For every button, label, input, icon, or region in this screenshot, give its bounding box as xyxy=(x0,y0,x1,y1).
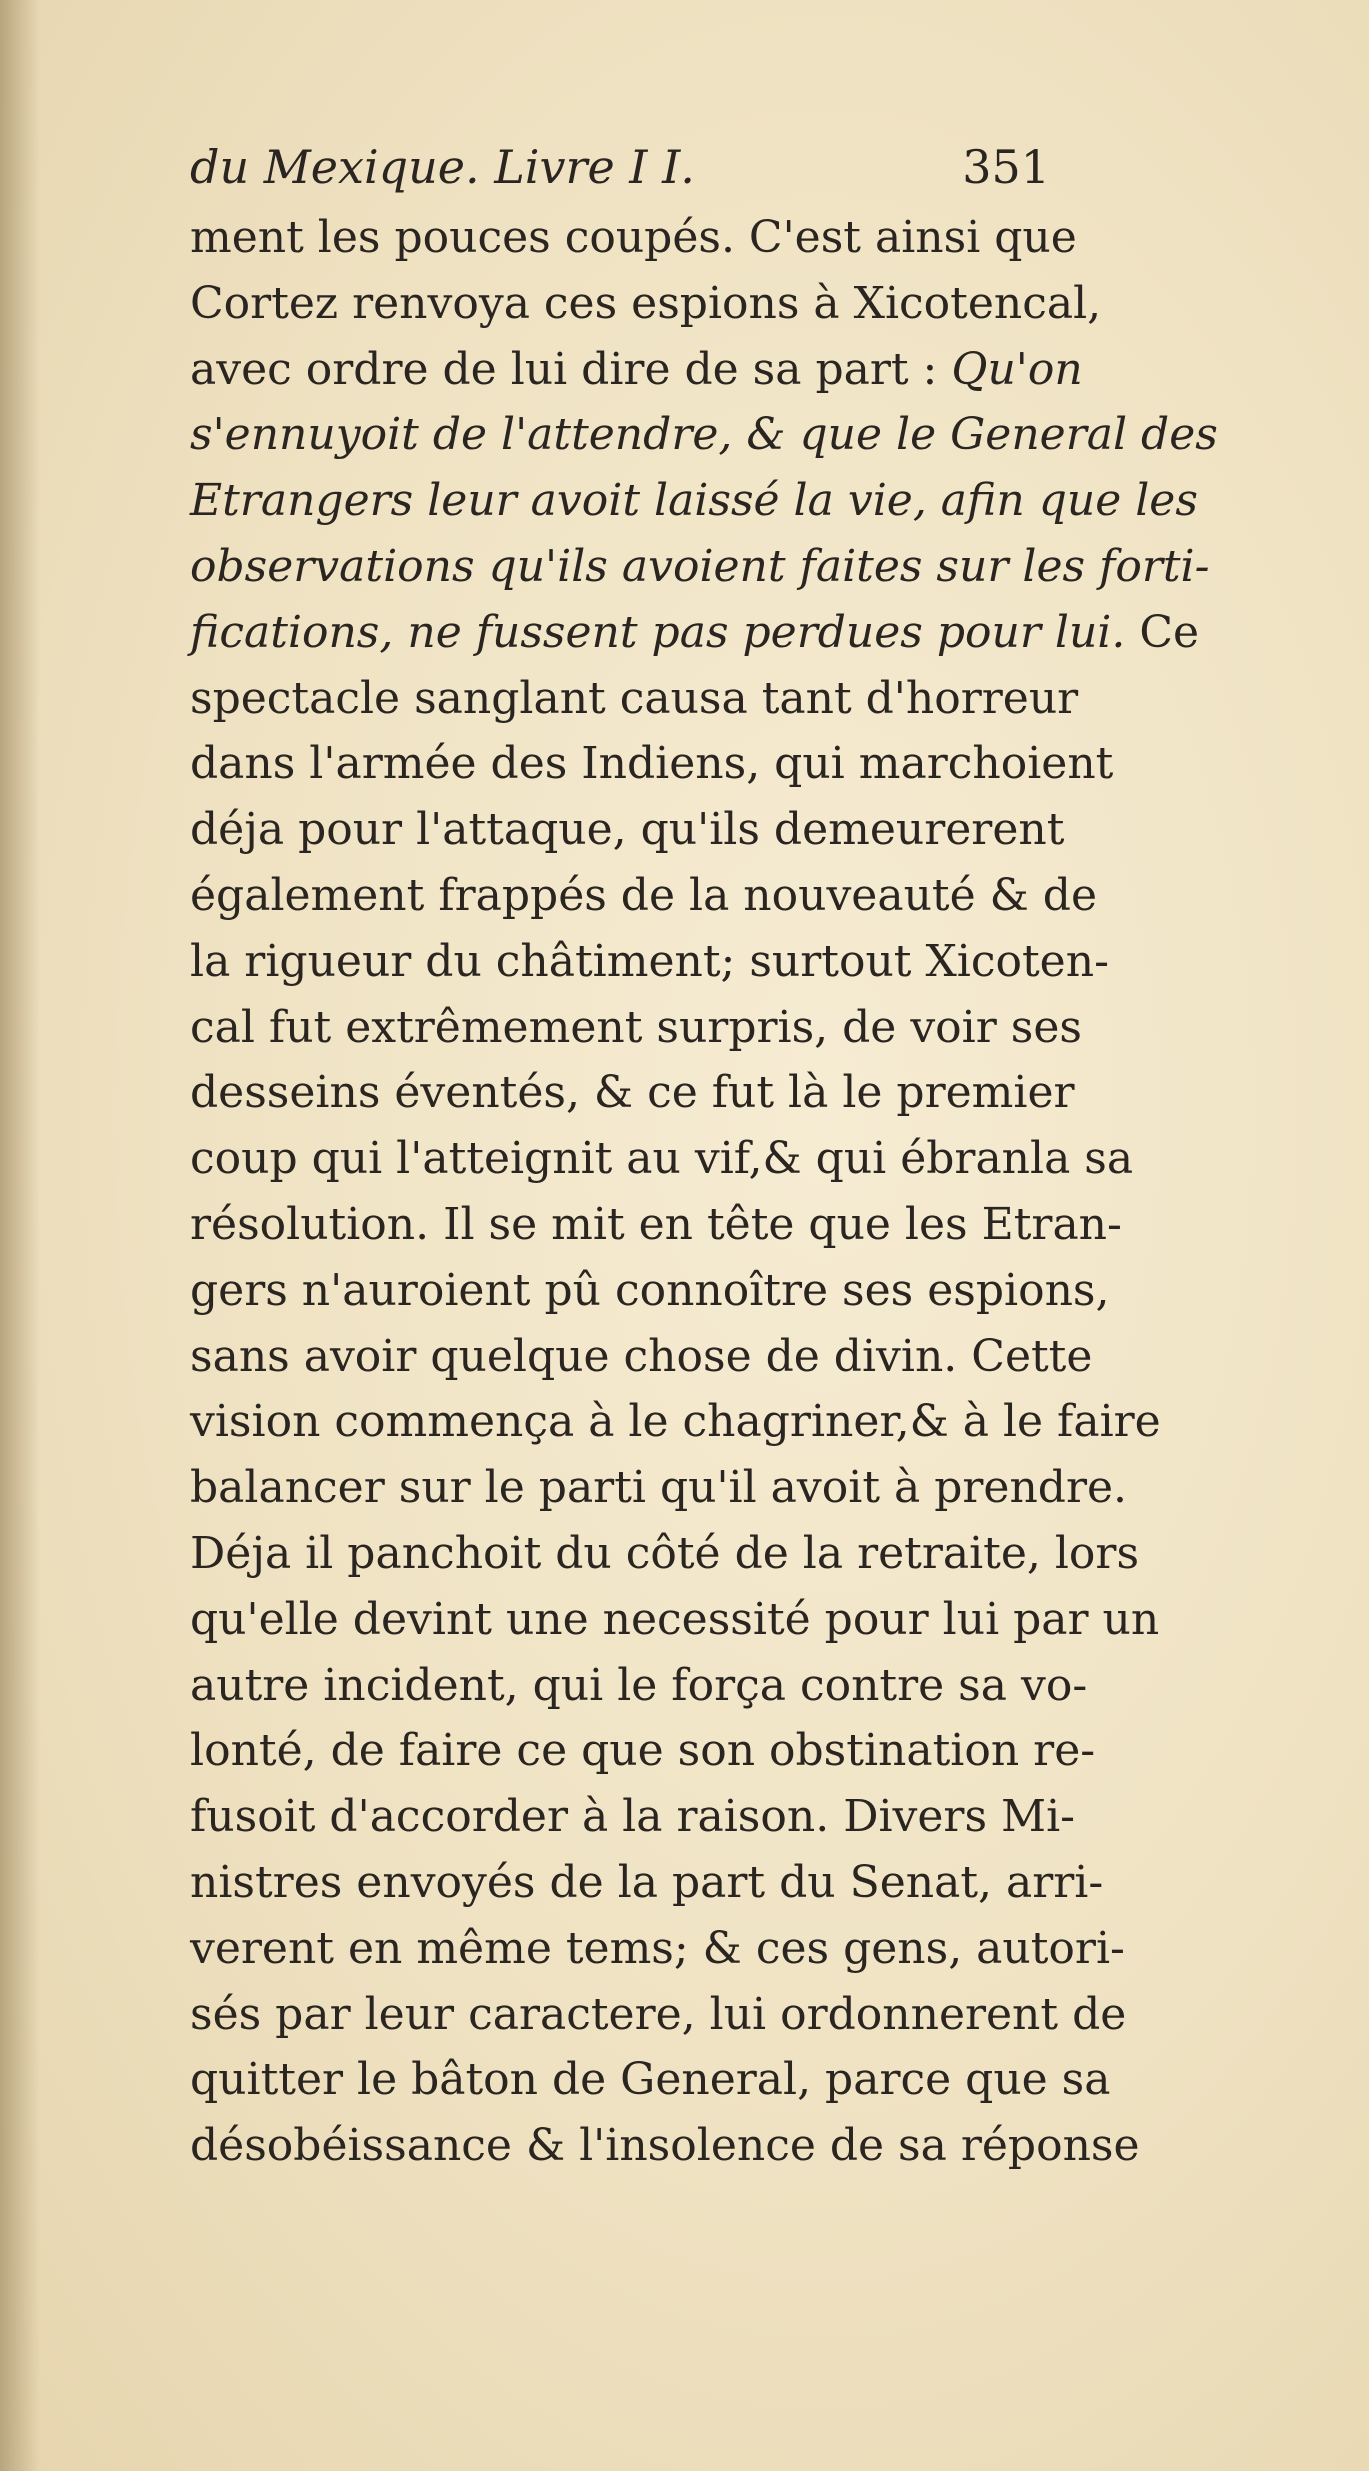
text-segment: gers n'auroient pû connoître ses espions, xyxy=(190,1264,1110,1316)
text-line xyxy=(190,1455,1128,1521)
body-text xyxy=(190,205,1218,2179)
text-segment: verent en même tems; & ces gens, autori- xyxy=(190,1922,1125,1974)
text-segment: déja pour l'attaque, qu'ils demeurerent xyxy=(190,804,1065,856)
text-line xyxy=(190,337,1083,403)
italic-segment: observations qu'ils avoient faites sur les forti- xyxy=(190,540,1210,592)
text-line xyxy=(190,1916,1125,1982)
text-line xyxy=(190,863,1097,929)
text-line xyxy=(190,731,1114,797)
text-segment: desseins éventés, & ce fut là le premier xyxy=(190,1067,1075,1119)
text-line xyxy=(190,1653,1088,1719)
text-line xyxy=(190,929,1109,995)
text-line xyxy=(190,1982,1127,2048)
text-segment: lonté, de faire ce que son obstination re- xyxy=(190,1725,1096,1777)
text-line xyxy=(190,600,1200,666)
text-segment: également frappés de la nouveauté & de xyxy=(190,869,1097,921)
text-line xyxy=(190,2113,1140,2179)
page-number: 351 xyxy=(962,140,1050,194)
text-segment: Déja il panchoit du côté de la retraite, lors xyxy=(190,1527,1140,1579)
running-title: du Mexique. Livre I I. xyxy=(190,140,695,194)
text-line xyxy=(190,666,1079,732)
text-line xyxy=(190,1587,1160,1653)
text-segment: Cortez renvoya ces espions à Xicotencal, xyxy=(190,277,1102,329)
text-line xyxy=(190,1192,1122,1258)
italic-segment: Qu'on xyxy=(951,343,1083,395)
text-segment: résolution. Il se mit en tête que les Etran- xyxy=(190,1198,1122,1250)
text-line xyxy=(190,1850,1104,1916)
text-segment: désobéissance & l'insolence de sa réponse xyxy=(190,2120,1140,2172)
text-segment: cal fut extrêmement surpris, de voir ses xyxy=(190,1001,1082,1053)
text-line xyxy=(190,1060,1075,1126)
text-segment: nistres envoyés de la part du Senat, arri- xyxy=(190,1856,1104,1908)
text-line xyxy=(190,402,1218,468)
text-line xyxy=(190,1324,1093,1390)
text-segment: avec ordre de lui dire de sa part : xyxy=(190,343,952,395)
text-line xyxy=(190,1718,1096,1784)
text-segment: qu'elle devint une necessité pour lui par un xyxy=(190,1593,1160,1645)
text-segment: spectacle sanglant causa tant d'horreur xyxy=(190,672,1079,724)
gutter-shadow xyxy=(0,0,40,2471)
text-line xyxy=(190,468,1198,534)
text-segment: ment les pouces coupés. C'est ainsi que xyxy=(190,212,1077,263)
text-line xyxy=(190,2047,1111,2113)
text-line xyxy=(190,1521,1140,1587)
italic-segment: Etrangers leur avoit laissé la vie, afin que les xyxy=(190,475,1198,527)
text-segment: vision commença à le chagriner,& à le faire xyxy=(190,1396,1161,1448)
text-segment: balancer sur le parti qu'il avoit à prendre. xyxy=(190,1462,1128,1514)
text-line xyxy=(190,271,1102,337)
text-line xyxy=(190,534,1210,600)
text-segment: coup qui l'atteignit au vif,& qui ébranla sa xyxy=(190,1133,1134,1185)
text-segment: fusoit d'accorder à la raison. Divers Mi- xyxy=(190,1791,1076,1843)
text-line xyxy=(190,995,1082,1061)
text-line xyxy=(190,1389,1161,1455)
text-segment: la rigueur du châtiment; surtout Xicoten- xyxy=(190,935,1109,987)
page-header xyxy=(190,132,1050,202)
text-segment: sés par leur caractere, lui ordonnerent de xyxy=(190,1988,1127,2040)
italic-segment: fications, ne fussent pas perdues pour lui. xyxy=(190,606,1126,658)
text-segment: autre incident, qui le força contre sa vo- xyxy=(190,1659,1088,1711)
text-line xyxy=(190,205,1077,271)
text-line xyxy=(190,1784,1076,1850)
italic-segment: s'ennuyoit de l'attendre, & que le General des xyxy=(190,409,1218,461)
text-line xyxy=(190,1258,1110,1324)
text-line xyxy=(190,1126,1134,1192)
text-line xyxy=(190,797,1065,863)
text-segment: dans l'armée des Indiens, qui marchoient xyxy=(190,738,1114,790)
text-segment: Ce xyxy=(1125,606,1200,658)
text-segment: quitter le bâton de General, parce que sa xyxy=(190,2054,1111,2106)
text-segment: sans avoir quelque chose de divin. Cette xyxy=(190,1330,1093,1382)
